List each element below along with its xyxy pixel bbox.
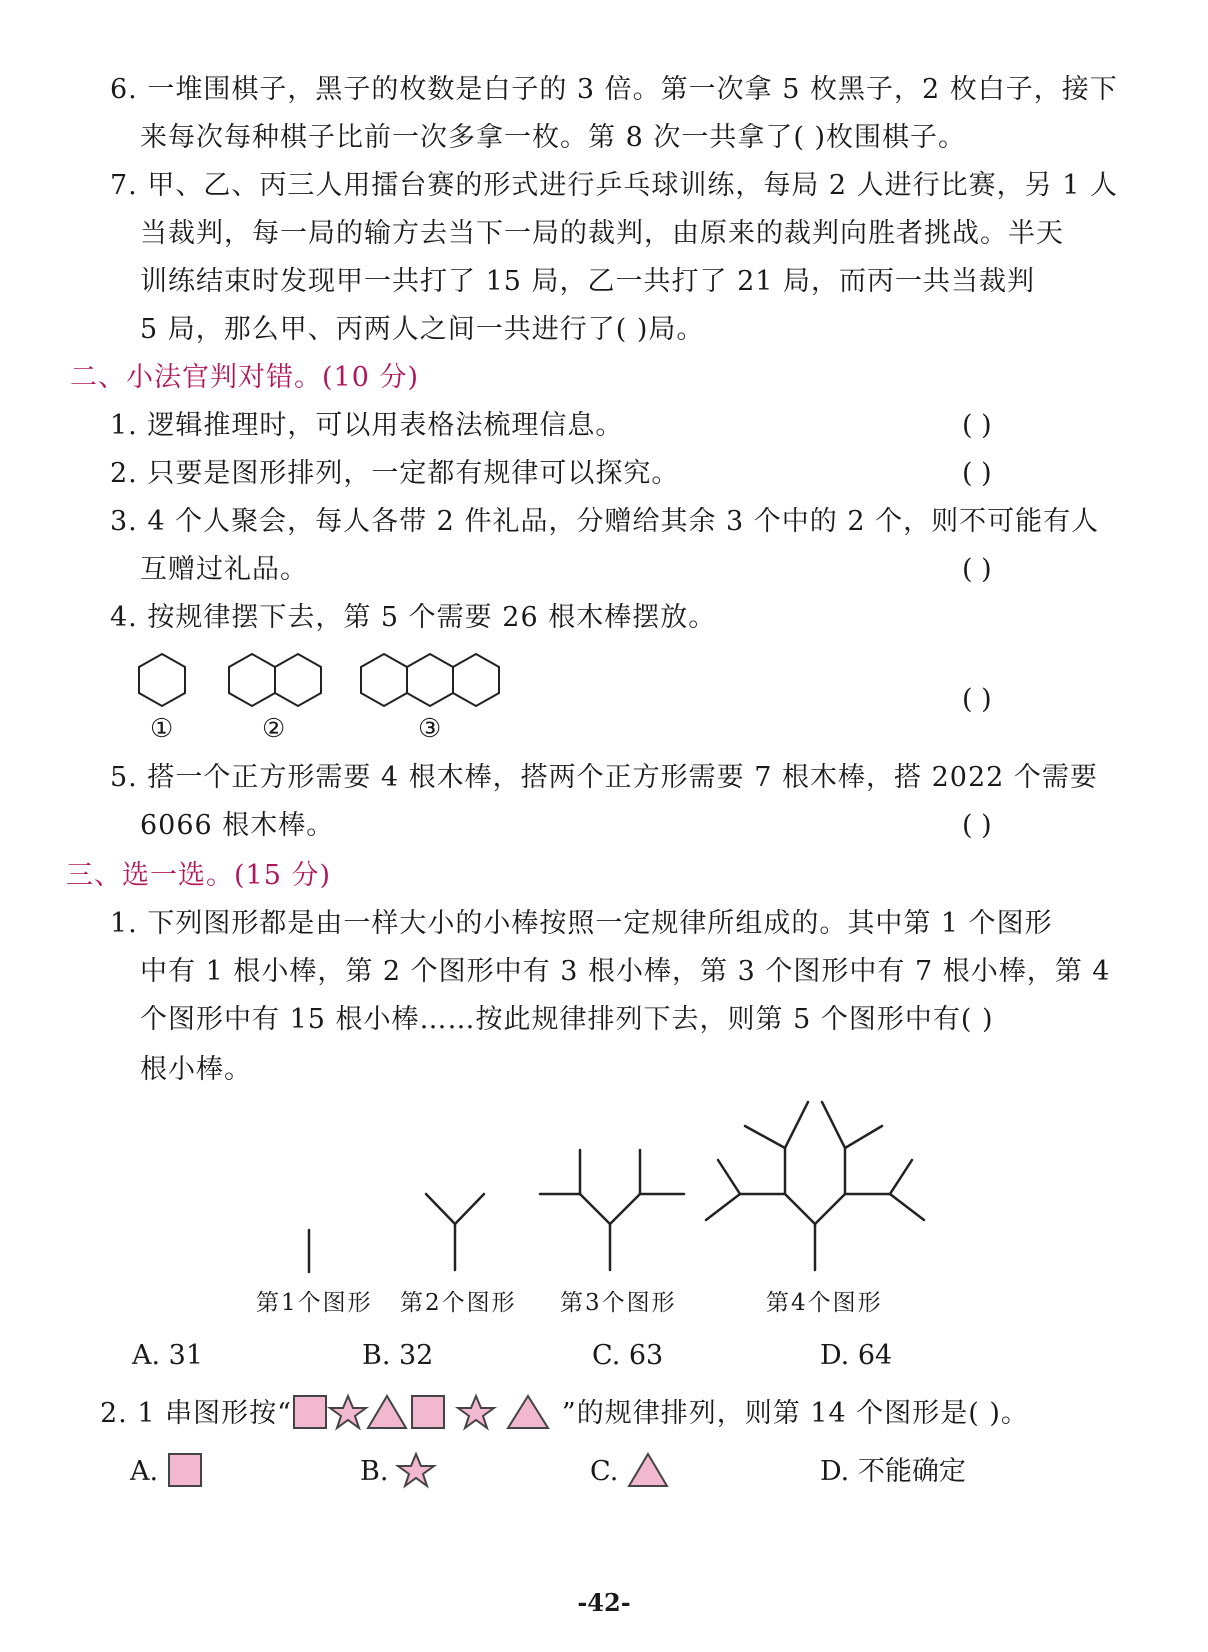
s3-q1-line4: 根小棒。 — [140, 1054, 252, 1085]
q7-line2: 当裁判，每一局的输方去当下一局的裁判，由原来的裁判向胜者挑战。半天 — [140, 218, 1064, 249]
s2-q4-answer-paren[interactable]: ( ) — [962, 684, 992, 715]
s2-q2-answer-paren[interactable]: ( ) — [962, 458, 992, 489]
s2-q5-line1: 5. 搭一个正方形需要 4 根木棒，搭两个正方形需要 7 根木棒，搭 2022 个需要 — [110, 762, 1098, 793]
s3-q1-option-b[interactable]: B. 32 — [362, 1340, 434, 1371]
square-icon — [167, 1452, 203, 1488]
page-number: -42- — [577, 1588, 631, 1617]
s2-q1: 1. 逻辑推理时，可以用表格法梳理信息。 — [110, 410, 624, 441]
hexagon-label-1: ① — [150, 714, 174, 744]
q6-line1: 6. 一堆围棋子，黑子的枚数是白子的 3 倍。第一次拿 5 枚黑子，2 枚白子，接下 — [110, 74, 1118, 105]
s2-q1-answer-paren[interactable]: ( ) — [962, 410, 992, 441]
hexagon-3a — [361, 654, 407, 706]
pattern-star-icon — [330, 1396, 366, 1428]
fig2-sticks — [426, 1194, 484, 1270]
s3-q2-prefix: 2. 1 串图形按“ — [100, 1398, 292, 1429]
hexagon-label-3: ③ — [418, 714, 442, 744]
s3-q2-line — [100, 1392, 1029, 1434]
s3-q2-option-a[interactable] — [130, 1452, 203, 1492]
s3-q2-option-b[interactable] — [360, 1452, 435, 1492]
hexagon-3b — [407, 654, 453, 706]
s3-q2-option-d[interactable]: D. 不能确定 — [820, 1456, 966, 1487]
triangle-icon — [627, 1452, 669, 1488]
s2-q5-line2: 6066 根木棒。 — [140, 810, 335, 841]
s3-q2-suffix: ”的规律排列，则第 14 个图形是( )。 — [561, 1398, 1029, 1429]
hexagon-figures — [0, 646, 1208, 726]
s2-q5-answer-paren[interactable]: ( ) — [962, 810, 992, 841]
section2-title: 二、小法官判对错。(10 分) — [70, 362, 420, 393]
q7-line1: 7. 甲、乙、丙三人用擂台赛的形式进行乒乓球训练，每局 2 人进行比赛，另 1 人 — [110, 170, 1119, 201]
s3-q2-option-c-label: C. — [590, 1456, 619, 1487]
star-icon — [397, 1452, 435, 1488]
s2-q3-answer-paren[interactable]: ( ) — [962, 554, 992, 585]
hexagon-1 — [139, 654, 185, 706]
s2-q2: 2. 只要是图形排列，一定都有规律可以探究。 — [110, 458, 680, 489]
hexagon-label-2: ② — [262, 714, 286, 744]
s3-q2-option-a-label: A. — [130, 1456, 159, 1487]
hexagon-2a — [229, 654, 275, 706]
pattern-shapes — [292, 1392, 562, 1432]
pattern-square-icon — [294, 1396, 326, 1428]
fig3-sticks — [540, 1150, 684, 1270]
pattern-triangle-icon — [368, 1396, 406, 1428]
section3-title: 三、选一选。(15 分) — [66, 860, 332, 891]
figure-caption-1: 第1个图形 — [256, 1290, 373, 1316]
s3-q1-option-d[interactable]: D. 64 — [820, 1340, 893, 1371]
s3-q2-option-b-label: B. — [360, 1456, 389, 1487]
figure-caption-3: 第3个图形 — [560, 1290, 677, 1316]
figure-caption-2: 第2个图形 — [400, 1290, 517, 1316]
s3-q1-line1: 1. 下列图形都是由一样大小的小棒按照一定规律所组成的。其中第 1 个图形 — [110, 908, 1053, 939]
pattern-square-icon — [412, 1396, 444, 1428]
figure-caption-4: 第4个图形 — [766, 1290, 883, 1316]
s3-q1-line3: 个图形中有 15 根小棒……按此规律排列下去，则第 5 个图形中有( ) — [140, 1004, 994, 1035]
s3-q1-option-c[interactable]: C. 63 — [592, 1340, 664, 1371]
fig4-sticks — [706, 1102, 924, 1270]
q7-line4: 5 局，那么甲、丙两人之间一共进行了( )局。 — [140, 314, 705, 345]
stick-figures — [0, 1090, 1208, 1290]
pattern-star-icon — [458, 1396, 494, 1428]
pattern-triangle-icon — [508, 1396, 548, 1428]
hexagon-3c — [453, 654, 499, 706]
q6-line2: 来每次每种棋子比前一次多拿一枚。第 8 次一共拿了( )枚围棋子。 — [140, 122, 966, 153]
s3-q1-line2: 中有 1 根小棒，第 2 个图形中有 3 根小棒，第 3 个图形中有 7 根小棒，第 4 — [140, 956, 1111, 987]
s2-q4: 4. 按规律摆下去，第 5 个需要 26 根木棒摆放。 — [110, 602, 717, 633]
hexagon-2b — [275, 654, 321, 706]
q7-line3: 训练结束时发现甲一共打了 15 局，乙一共打了 21 局，而丙一共当裁判 — [140, 266, 1036, 297]
s2-q3-line2: 互赠过礼品。 — [140, 554, 308, 585]
s2-q3-line1: 3. 4 个人聚会，每人各带 2 件礼品，分赠给其余 3 个中的 2 个，则不可能有人 — [110, 506, 1100, 537]
s3-q1-option-a[interactable]: A. 31 — [132, 1340, 204, 1371]
s3-q2-option-c[interactable] — [590, 1452, 669, 1492]
